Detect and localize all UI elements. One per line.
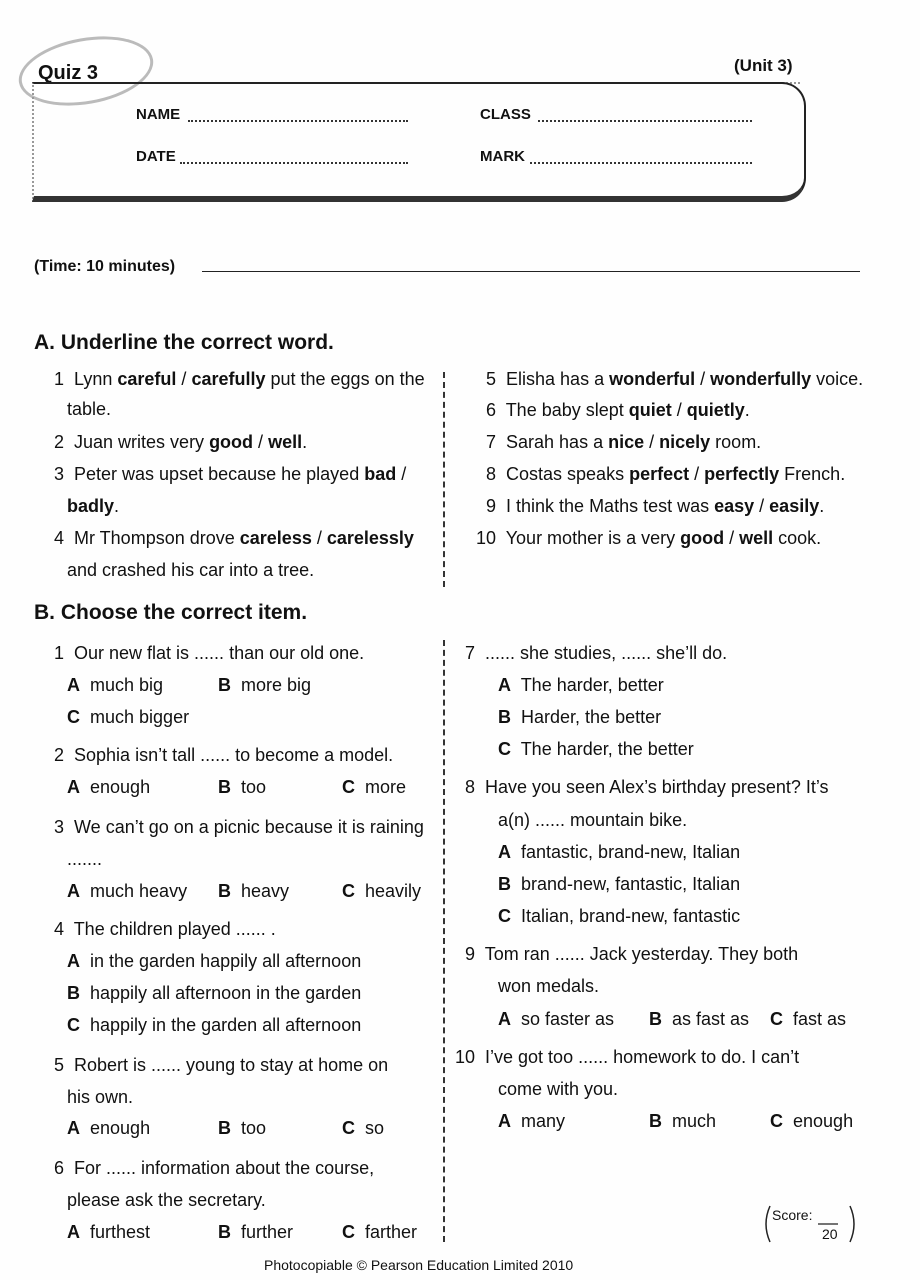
option-q7-a[interactable]: [498, 674, 664, 696]
option-word-2[interactable]: quietly: [686, 400, 745, 420]
item-number: 10: [475, 528, 496, 548]
option-word-2[interactable]: carelessly: [326, 528, 414, 548]
question-number: 10: [454, 1047, 475, 1067]
option-word-1[interactable]: quiet: [628, 400, 672, 420]
item-text-end: room.: [710, 432, 762, 452]
option-text: too: [241, 777, 267, 797]
question-q8-cont: a(n) ...... mountain bike.: [498, 810, 688, 830]
option-letter: C: [67, 707, 80, 727]
answer-separator: /: [754, 496, 770, 516]
item-a-6: [466, 399, 750, 421]
question-number: 1: [53, 643, 64, 663]
question-number: 6: [53, 1158, 64, 1178]
option-word-2[interactable]: wonderfully: [710, 369, 812, 389]
item-number: 4: [53, 528, 64, 548]
option-word-1[interactable]: good: [680, 528, 725, 548]
mark-field[interactable]: [530, 162, 752, 164]
option-text: Italian, brand-new, fantastic: [521, 906, 741, 926]
question-number: 2: [53, 745, 64, 765]
option-text: heavily: [365, 881, 422, 901]
option-letter: C: [342, 1118, 355, 1138]
question-text: The children played ...... .: [73, 919, 276, 939]
option-q9-b[interactable]: [649, 1008, 749, 1030]
option-word-1[interactable]: careless: [239, 528, 312, 548]
item-number: 7: [485, 432, 496, 452]
question-number: 7: [464, 643, 475, 663]
question-text: Our new flat is ...... than our old one.: [74, 643, 365, 663]
option-letter: B: [498, 874, 511, 894]
question-number: 5: [53, 1055, 64, 1075]
option-text: much big: [90, 675, 164, 695]
option-word-2[interactable]: perfectly: [704, 464, 780, 484]
item-text: Lynn: [74, 369, 118, 389]
option-q3-a[interactable]: [67, 880, 187, 902]
option-q8-b[interactable]: [498, 873, 740, 895]
option-text: much heavy: [90, 881, 188, 901]
option-q4-a[interactable]: [67, 950, 361, 972]
score-label: Score:: [772, 1207, 813, 1223]
item-a-4: [34, 527, 414, 549]
option-text: furthest: [90, 1222, 151, 1242]
item-a-9: [466, 495, 824, 517]
option-text: enough: [90, 777, 151, 797]
option-word-1[interactable]: wonderful: [609, 369, 696, 389]
option-text: so: [365, 1118, 385, 1138]
question-text: Have you seen Alex’s birthday present? It’s: [485, 777, 829, 797]
option-letter: A: [498, 842, 511, 862]
question-number: 8: [464, 777, 475, 797]
question-text: Tom ran ...... Jack yesterday. They both: [484, 944, 799, 964]
question-text: We can’t go on a picnic because it is raining: [74, 817, 424, 837]
option-letter: B: [218, 1118, 231, 1138]
option-text: too: [241, 1118, 267, 1138]
answer-separator: /: [695, 369, 711, 389]
option-text: more: [365, 777, 407, 797]
option-q6-b[interactable]: [218, 1221, 293, 1243]
answer-separator: /: [176, 369, 192, 389]
option-letter: C: [498, 906, 511, 926]
option-letter: B: [649, 1009, 662, 1029]
option-letter: A: [67, 1118, 80, 1138]
option-text: happily all afternoon in the garden: [90, 983, 362, 1003]
section-a-title: A. Underline the correct word.: [34, 331, 334, 354]
option-q4-b[interactable]: [67, 982, 361, 1004]
item-a-7: [466, 431, 761, 453]
option-text: The harder, better: [520, 675, 664, 695]
option-letter: B: [498, 707, 511, 727]
class-label: CLASS: [480, 106, 531, 123]
option-text: further: [241, 1222, 294, 1242]
section-b-divider: [443, 640, 445, 1242]
option-letter: A: [498, 1009, 511, 1029]
option-letter: B: [649, 1111, 662, 1131]
option-q2-c[interactable]: [342, 776, 406, 798]
option-text: farther: [365, 1222, 418, 1242]
item-text-end: .: [114, 496, 120, 516]
option-letter: A: [498, 675, 511, 695]
item-a-10: [466, 527, 821, 549]
option-text: enough: [90, 1118, 151, 1138]
option-letter: B: [218, 675, 231, 695]
item-text-end: put the eggs on the: [265, 369, 425, 389]
question-q10-cont: come with you.: [498, 1079, 619, 1099]
option-q6-c[interactable]: [342, 1221, 417, 1243]
question-9: [445, 943, 798, 965]
answer-separator: /: [311, 528, 327, 548]
item-a-5: [466, 368, 863, 390]
option-text: enough: [793, 1111, 854, 1131]
question-text: Robert is ...... young to stay at home on: [74, 1055, 389, 1075]
option-q5-a[interactable]: [67, 1117, 150, 1139]
option-letter: B: [67, 983, 80, 1003]
section-b-title: B. Choose the correct item.: [34, 601, 308, 624]
question-2: [34, 744, 393, 766]
answer-separator: /: [644, 432, 660, 452]
item-number: 1: [53, 369, 64, 389]
option-text: fantastic, brand-new, Italian: [521, 842, 741, 862]
question-4: [34, 918, 276, 940]
option-text: in the garden happily all afternoon: [90, 951, 362, 971]
option-q10-a[interactable]: [498, 1110, 565, 1132]
option-text: The harder, the better: [520, 739, 694, 759]
option-letter: C: [342, 777, 355, 797]
option-letter: A: [67, 881, 80, 901]
answer-separator: /: [724, 528, 740, 548]
item-a-4-cont: and crashed his car into a tree.: [67, 560, 315, 580]
time-label: (Time: 10 minutes): [34, 258, 176, 275]
item-number: 6: [485, 400, 496, 420]
question-number: 9: [464, 944, 475, 964]
item-text: Costas speaks: [506, 464, 630, 484]
answer-separator: /: [396, 464, 407, 484]
item-a-3: [34, 463, 406, 485]
question-number: 3: [53, 817, 64, 837]
section-a-divider: [443, 372, 445, 587]
item-a-1: [34, 368, 425, 390]
mark-label: MARK: [480, 148, 525, 165]
option-text: heavy: [241, 881, 290, 901]
score-total: 20: [822, 1226, 838, 1242]
quiz-title: Quiz 3: [38, 62, 99, 84]
question-5: [34, 1054, 388, 1076]
question-text: I’ve got too ...... homework to do. I can’t: [485, 1047, 800, 1067]
score-box: [762, 1204, 858, 1244]
option-q3-b[interactable]: [218, 880, 289, 902]
item-text: Peter was upset because he played: [74, 464, 365, 484]
option-q9-a[interactable]: [498, 1008, 614, 1030]
option-q6-a[interactable]: [67, 1221, 150, 1243]
option-q9-c[interactable]: [770, 1008, 846, 1030]
option-q1-c[interactable]: [67, 706, 189, 728]
option-text: as fast as: [672, 1009, 750, 1029]
option-letter: B: [218, 881, 231, 901]
option-q5-b[interactable]: [218, 1117, 266, 1139]
option-text: much: [672, 1111, 717, 1131]
answer-separator: /: [671, 400, 687, 420]
option-word-1[interactable]: good: [209, 432, 254, 452]
option-q3-c[interactable]: [342, 880, 421, 902]
option-q2-b[interactable]: [218, 776, 266, 798]
item-number: 5: [485, 369, 496, 389]
option-text: so faster as: [521, 1009, 615, 1029]
item-text: Elisha has a: [506, 369, 610, 389]
option-letter: A: [498, 1111, 511, 1131]
question-10: [445, 1046, 799, 1068]
time-line: [202, 271, 860, 272]
question-text: Sophia isn’t tall ...... to become a model.: [74, 745, 394, 765]
name-label: NAME: [136, 106, 181, 123]
option-q7-b[interactable]: [498, 706, 661, 728]
option-letter: C: [342, 1222, 355, 1242]
option-text: brand-new, fantastic, Italian: [521, 874, 741, 894]
option-word-2[interactable]: nicely: [659, 432, 711, 452]
item-a-8: [466, 463, 845, 485]
option-letter: B: [218, 1222, 231, 1242]
option-word-1[interactable]: careful: [117, 369, 177, 389]
answer-separator: /: [689, 464, 705, 484]
option-q7-c[interactable]: [498, 738, 694, 760]
item-text-end: .: [302, 432, 308, 452]
date-field[interactable]: [180, 162, 408, 164]
question-7: [445, 642, 727, 664]
item-number: 8: [485, 464, 496, 484]
name-field[interactable]: [188, 120, 408, 122]
footer-copyright: Photocopiable © Pearson Education Limited 2010: [264, 1257, 574, 1273]
item-number: 9: [485, 496, 496, 516]
item-a-2: [34, 431, 307, 453]
item-text: The baby slept: [505, 400, 629, 420]
unit-label: (Unit 3): [734, 56, 793, 75]
item-a-1-cont: table.: [67, 399, 112, 419]
option-letter: C: [770, 1111, 783, 1131]
option-letter: C: [770, 1009, 783, 1029]
option-letter: A: [67, 675, 80, 695]
option-text: happily in the garden all afternoon: [90, 1015, 362, 1035]
option-text: more big: [241, 675, 312, 695]
option-word-1[interactable]: nice: [608, 432, 645, 452]
question-number: 4: [53, 919, 64, 939]
option-text: Harder, the better: [521, 707, 662, 727]
question-6: [34, 1157, 374, 1179]
item-text-end: voice.: [811, 369, 864, 389]
option-q1-a[interactable]: [67, 674, 163, 696]
option-q10-c[interactable]: [770, 1110, 853, 1132]
option-q8-c[interactable]: [498, 905, 740, 927]
item-text: Your mother is a very: [505, 528, 681, 548]
option-q1-b[interactable]: [218, 674, 311, 696]
item-number: 2: [53, 432, 64, 452]
question-q5-cont: his own.: [67, 1087, 134, 1107]
option-letter: C: [498, 739, 511, 759]
item-text: Sarah has a: [506, 432, 609, 452]
item-text-end: cook.: [773, 528, 822, 548]
option-q2-a[interactable]: [67, 776, 150, 798]
question-text: ...... she studies, ...... she’ll do.: [485, 643, 728, 663]
question-q6-cont: please ask the secretary.: [67, 1190, 266, 1210]
question-8: [445, 776, 829, 798]
option-letter: A: [67, 951, 80, 971]
option-text: fast as: [793, 1009, 847, 1029]
question-q3-cont: .......: [67, 849, 103, 869]
item-text: Juan writes very: [74, 432, 210, 452]
option-q5-c[interactable]: [342, 1117, 384, 1139]
option-word-2[interactable]: easily: [769, 496, 820, 516]
option-q10-b[interactable]: [649, 1110, 716, 1132]
option-letter: C: [342, 881, 355, 901]
answer-separator: /: [253, 432, 269, 452]
class-field[interactable]: [538, 120, 752, 122]
option-q4-c[interactable]: [67, 1014, 361, 1036]
item-number: 3: [53, 464, 64, 484]
item-a-3-cont: [67, 495, 119, 517]
option-word-2[interactable]: well: [739, 528, 774, 548]
option-text: many: [521, 1111, 566, 1131]
option-word-1[interactable]: perfect: [629, 464, 690, 484]
option-word-1[interactable]: bad: [364, 464, 397, 484]
question-q9-cont: won medals.: [498, 976, 600, 996]
option-word-2[interactable]: well: [268, 432, 303, 452]
item-text-end: .: [744, 400, 750, 420]
option-word-2[interactable]: carefully: [191, 369, 266, 389]
date-label: DATE: [136, 148, 176, 165]
option-letter: C: [67, 1015, 80, 1035]
item-text-end: French.: [779, 464, 846, 484]
question-1: [34, 642, 364, 664]
item-text: I think the Maths test was: [506, 496, 715, 516]
header-box: [32, 82, 806, 202]
option-letter: A: [67, 777, 80, 797]
option-word-1[interactable]: easy: [714, 496, 755, 516]
question-text: For ...... information about the course,: [74, 1158, 375, 1178]
option-text: much bigger: [90, 707, 190, 727]
option-q8-a[interactable]: [498, 841, 740, 863]
item-text-end: .: [819, 496, 825, 516]
option-word-2[interactable]: badly: [67, 496, 115, 516]
question-3: [34, 816, 424, 838]
item-text: Mr Thompson drove: [74, 528, 240, 548]
option-letter: A: [67, 1222, 80, 1242]
option-letter: B: [218, 777, 231, 797]
